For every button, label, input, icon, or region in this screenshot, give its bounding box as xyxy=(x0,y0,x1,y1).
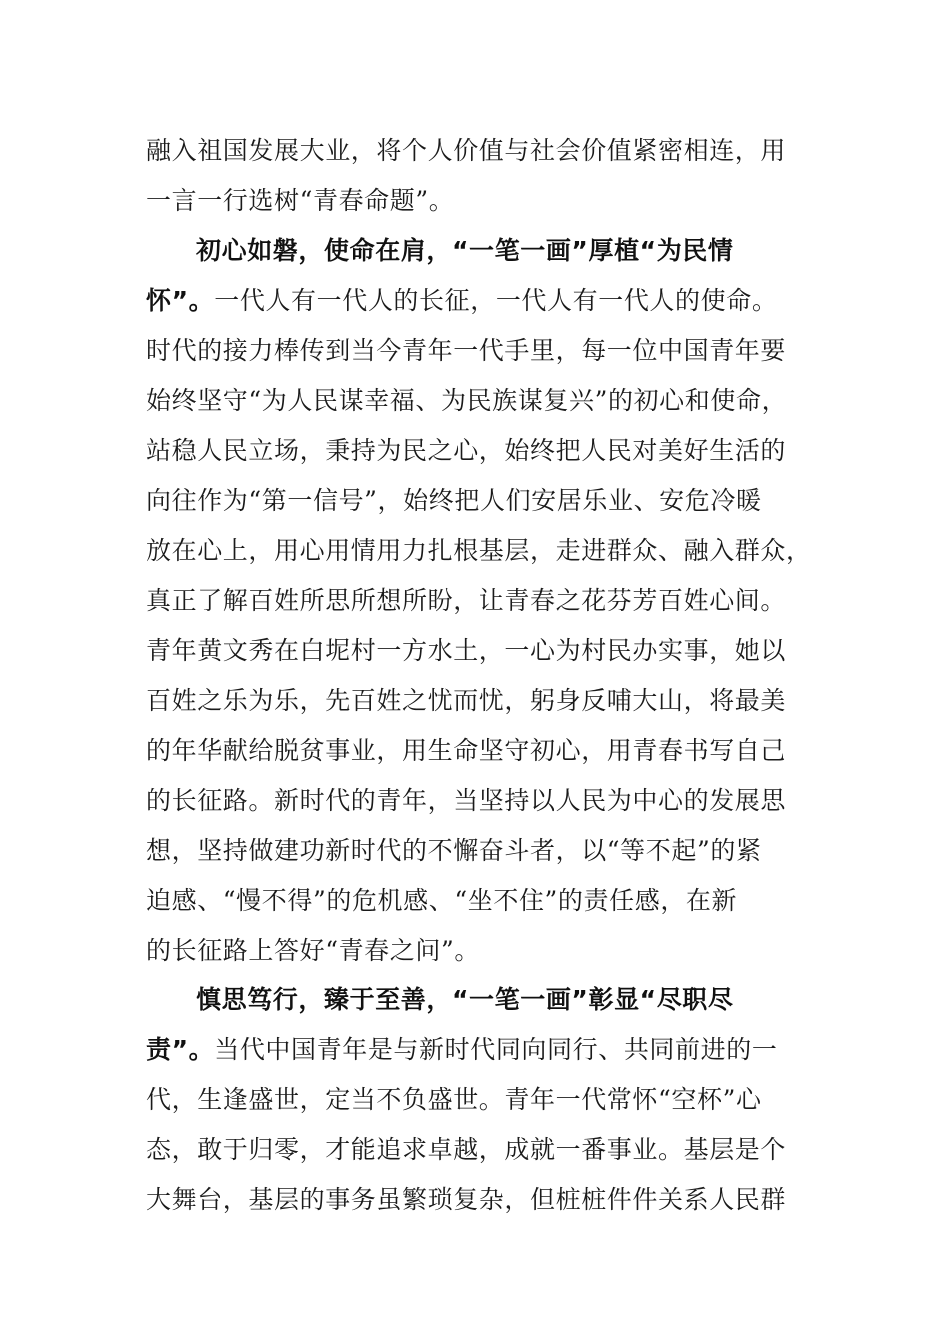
body-text: 一代人有一代人的长征，一代人有一代人的使命。 xyxy=(214,286,778,315)
body-text-line: 代，生逢盛世，定当不负盛世。青年一代常怀“空杯”心 xyxy=(146,1085,762,1114)
body-text-line: 始终坚守“为人民谋幸福、为民族谋复兴”的初心和使命， xyxy=(146,386,788,415)
body-text-line xyxy=(146,276,806,326)
section-heading-line xyxy=(196,226,806,276)
body-text-line: 的长征路。新时代的青年，当坚持以人民为中心的发展思 xyxy=(146,786,787,815)
body-text: 当代中国青年是与新时代同向同行、共同前进的一 xyxy=(214,1035,778,1064)
body-text-line: 放在心上，用心用情用力扎根基层，走进群众、融入群众， xyxy=(146,536,812,565)
body-text-line: 向往作为“第一信号”，始终把人们安居乐业、安危冷暖 xyxy=(146,486,762,515)
body-text-line: 的长征路上答好“青春之问”。 xyxy=(146,936,480,965)
section-heading: 初心如磐，使命在肩，“一笔一画”厚植“为民情 xyxy=(196,236,734,265)
body-text-line: 站稳人民立场，秉持为民之心，始终把人民对美好生活的 xyxy=(146,436,787,465)
section-heading: 怀”。 xyxy=(146,286,215,315)
body-text-line: 真正了解百姓所思所想所盼，让青春之花芬芳百姓心间。 xyxy=(146,586,787,615)
body-text-line: 百姓之乐为乐，先百姓之忧而忧，躬身反哺大山，将最美 xyxy=(146,686,787,715)
body-text-line: 的年华献给脱贫事业，用生命坚守初心，用青春书写自己 xyxy=(146,736,787,765)
body-text-line xyxy=(146,1025,806,1075)
section-heading: 责”。 xyxy=(146,1035,215,1064)
body-text-line: 迫感、“慢不得”的危机感、“坐不住”的责任感，在新 xyxy=(146,886,738,915)
body-text-line: 态，敢于归零，才能追求卓越，成就一番事业。基层是个 xyxy=(146,1135,787,1164)
section-heading: 慎思笃行，臻于至善，“一笔一画”彰显“尽职尽 xyxy=(196,985,734,1014)
body-text-line: 一言一行选树“青春命题”。 xyxy=(146,186,455,215)
body-text-line: 融入祖国发展大业，将个人价值与社会价值紧密相连，用 xyxy=(146,136,787,165)
body-text-line: 青年黄文秀在白坭村一方水土，一心为村民办实事，她以 xyxy=(146,636,787,665)
section-heading-line xyxy=(196,975,806,1025)
body-text-line: 想，坚持做建功新时代的不懈奋斗者，以“等不起”的紧 xyxy=(146,836,762,865)
body-text-line: 时代的接力棒传到当今青年一代手里，每一位中国青年要 xyxy=(146,336,787,365)
body-text-line: 大舞台，基层的事务虽繁琐复杂，但桩桩件件关系人民群 xyxy=(146,1185,787,1214)
